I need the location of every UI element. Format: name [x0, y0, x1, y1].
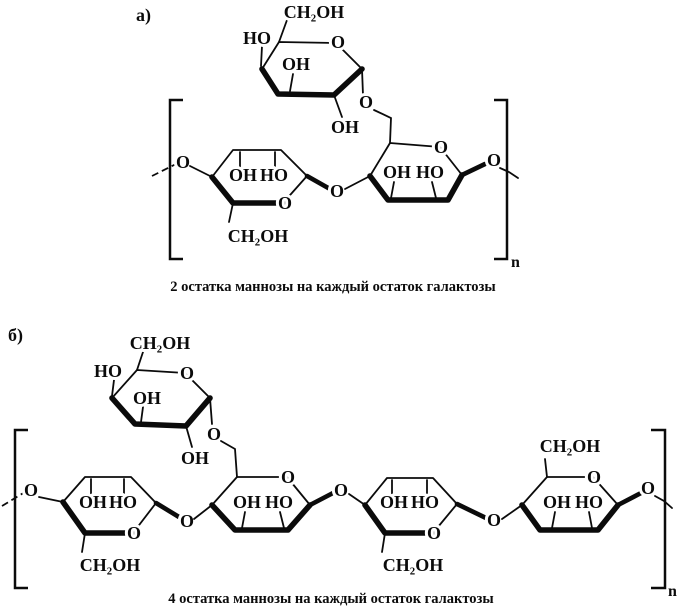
repeat-subscript-b: n	[668, 583, 677, 600]
ring-bond	[262, 42, 362, 69]
structure-a	[136, 2, 520, 295]
bond-oh-inner	[141, 407, 143, 422]
bond-oh-c2	[334, 95, 342, 117]
bond-ho	[589, 512, 592, 528]
bond-glycosidic	[349, 494, 365, 505]
atom-label-ho: HO	[574, 492, 604, 512]
atom-label-ring-o: O	[426, 523, 442, 543]
atom-label-oh: OH	[180, 448, 210, 468]
bond-anomeric-wedge	[156, 503, 179, 517]
atom-label-o: O	[358, 92, 374, 112]
atom-label-oh: OH	[330, 117, 360, 137]
atom-label-o: O	[206, 424, 222, 444]
linkage-1-4-a	[330, 176, 370, 201]
bond-anomeric-wedge	[457, 504, 486, 518]
atom-label-ch2oh: CH₂OH	[227, 226, 289, 246]
atom-label-ch2oh: CH₂OH	[129, 333, 191, 353]
bond-oh	[552, 512, 555, 528]
bond-anomeric-wedge	[307, 176, 330, 189]
atom-label-o: O	[179, 511, 195, 531]
bond-ch2oh	[545, 459, 547, 477]
bond-glycosidic	[502, 505, 522, 519]
bond-ho	[112, 380, 114, 396]
bond-ch2oh	[382, 533, 385, 552]
atom-label-o: O	[640, 478, 656, 498]
right-terminal-a	[487, 150, 518, 178]
atom-label-oh: OH	[379, 492, 409, 512]
atom-label-o: O	[23, 480, 39, 500]
atom-label-o: O	[333, 480, 349, 500]
atom-label-ho: HO	[415, 162, 445, 182]
atom-label-oh: OH	[281, 54, 311, 74]
atom-label-ch2oh: CH₂OH	[283, 2, 345, 22]
linkage-m3-m4-b	[487, 505, 522, 530]
right-bracket-a	[494, 100, 507, 259]
atom-label-o: O	[486, 150, 502, 170]
section-a-label: а)	[136, 5, 151, 25]
atom-label-o: O	[486, 510, 502, 530]
atom-label-oh: OH	[228, 165, 258, 185]
bond-ho	[280, 512, 284, 528]
bond-glycosidic	[345, 176, 370, 189]
bond-glycosidic	[190, 166, 212, 177]
atom-label-ch2oh: CH₂OH	[539, 436, 601, 456]
mannose-ring-1b	[63, 477, 179, 575]
atom-label-ho: HO	[108, 492, 138, 512]
bond-anomeric-wedge	[310, 493, 333, 505]
ring-bond-bold	[262, 69, 362, 95]
bond-ch2oh	[279, 20, 287, 42]
atom-label-ho: HO	[264, 492, 294, 512]
mannose-ring-3b	[365, 478, 486, 575]
bond-oh	[391, 182, 394, 198]
atom-label-ring-o: O	[330, 32, 346, 52]
atom-label-ring-o: O	[433, 137, 449, 157]
bond-continuation	[152, 164, 176, 176]
bond-continuation	[500, 168, 518, 178]
right-bracket-b	[651, 430, 665, 588]
atom-label-ch2oh: CH₂OH	[382, 555, 444, 575]
bond-anomeric-wedge	[462, 164, 485, 175]
atom-label-ring-o: O	[277, 193, 293, 213]
atom-label-ho: HO	[93, 361, 123, 381]
linkage-m1-m2-b	[180, 505, 212, 531]
atom-label-oh: OH	[382, 162, 412, 182]
bond-ch2oh	[137, 352, 143, 370]
bond-oh	[242, 512, 245, 528]
atom-label-ho: HO	[242, 28, 272, 48]
mannose-ring-4b	[522, 436, 641, 530]
bond-continuation	[2, 492, 25, 506]
left-bracket-a	[170, 100, 183, 259]
caption-b: 4 остатка маннозы на каждый остаток галактозы	[168, 591, 494, 607]
bond-oh-inner	[290, 74, 293, 91]
bond-ho	[432, 182, 436, 198]
atom-label-oh: OH	[132, 388, 162, 408]
bond-ch2oh	[82, 533, 85, 552]
bond-c6	[374, 110, 391, 143]
atom-label-o: O	[329, 181, 345, 201]
bond-continuation	[655, 496, 672, 508]
bond-ch2oh	[229, 203, 233, 222]
linkage-m2-m3-b	[334, 480, 365, 505]
bond-glycosidic	[194, 505, 212, 519]
galactose-ring-b	[94, 333, 212, 468]
bond-ho	[261, 46, 262, 66]
bond-anomeric-wedge	[618, 493, 641, 505]
left-terminal-b	[2, 480, 63, 506]
atom-label-ring-o: O	[586, 467, 602, 487]
repeat-subscript-a: n	[511, 254, 520, 271]
section-b-label: б)	[8, 325, 23, 345]
atom-label-ring-o: O	[126, 523, 142, 543]
galactose-ring-a	[243, 2, 363, 137]
linkage-1-6-b	[207, 424, 237, 477]
mannose-ring-1a	[212, 150, 330, 246]
left-terminal-a	[152, 152, 212, 177]
atom-label-oh: OH	[78, 492, 108, 512]
atom-label-ho: HO	[259, 165, 289, 185]
bond-c6	[221, 441, 237, 477]
atom-label-ch2oh: CH₂OH	[79, 555, 141, 575]
atom-label-o: O	[175, 152, 191, 172]
atom-label-ring-o: O	[179, 363, 195, 383]
structure-b	[2, 325, 677, 607]
caption-a: 2 остатка маннозы на каждый остаток галактозы	[170, 279, 496, 295]
atom-label-ho: HO	[410, 492, 440, 512]
atom-label-ring-o: O	[280, 467, 296, 487]
bond-anomeric	[210, 398, 212, 424]
atom-label-oh: OH	[232, 492, 262, 512]
right-terminal-b	[641, 478, 672, 508]
mannose-ring-2b	[212, 467, 333, 530]
left-bracket-b	[15, 430, 28, 588]
bond-glycosidic	[39, 497, 63, 502]
atom-label-oh: OH	[542, 492, 572, 512]
mannose-ring-2a	[370, 137, 485, 200]
linkage-1-6-a	[359, 92, 391, 143]
bond-oh-c2	[186, 426, 192, 447]
